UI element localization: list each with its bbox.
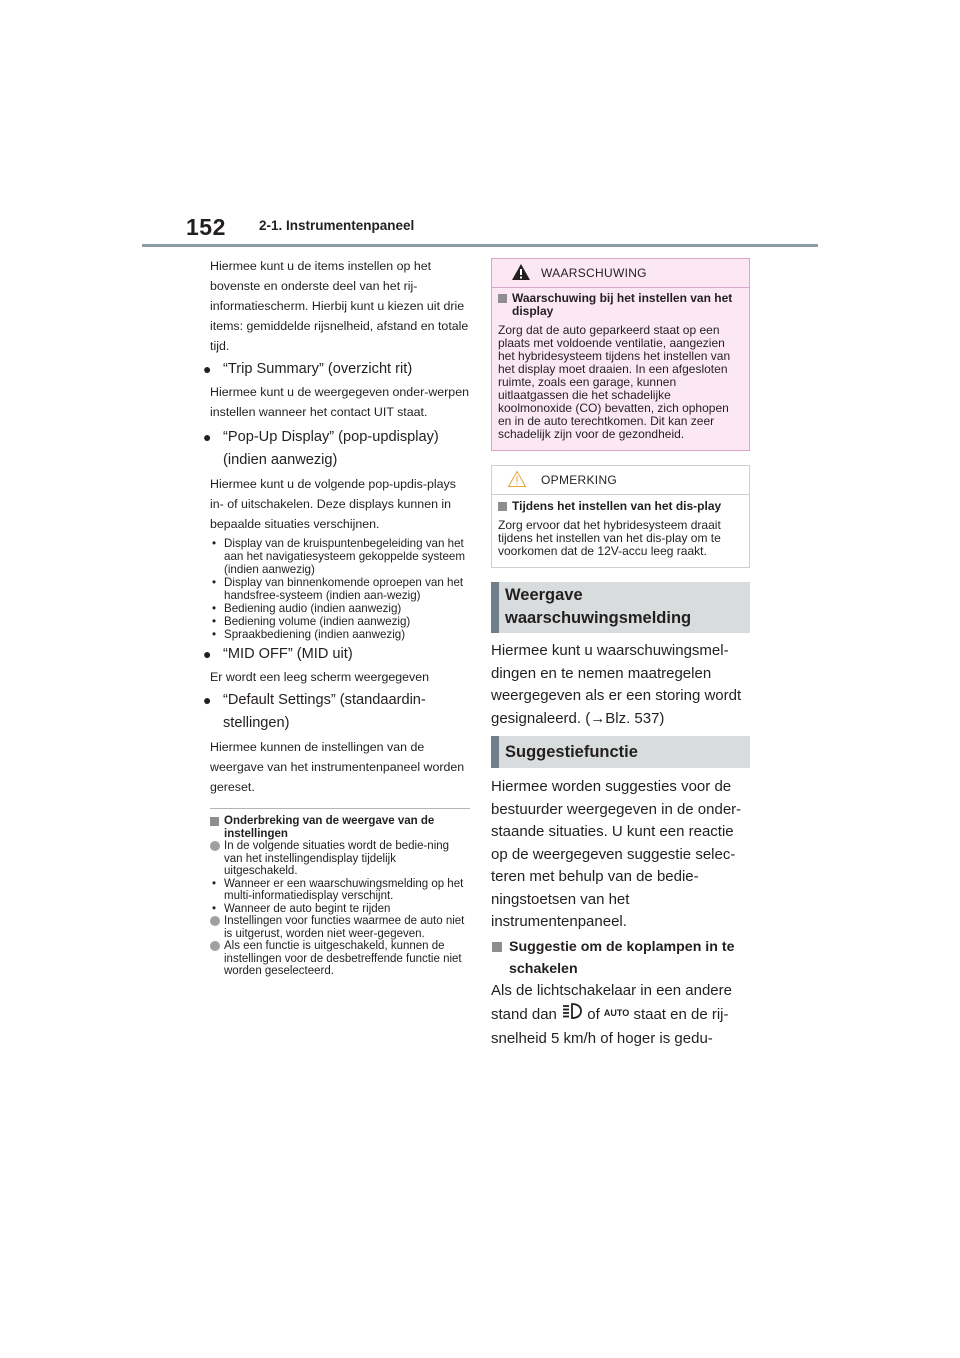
note-title: Onderbreking van de weergave van de instellingen bbox=[210, 815, 470, 840]
square-bullet-icon bbox=[498, 502, 507, 511]
notice-body bbox=[492, 495, 749, 567]
right-column bbox=[491, 258, 750, 1050]
warning-triangle-icon bbox=[511, 263, 531, 286]
list-item: • Display van de kruispuntenbegeleiding van het aan het navigatiesysteem gekoppelde systeem (indien aanwezig) bbox=[210, 537, 470, 576]
notice-text: Zorg ervoor dat het hybridesysteem draait tijdens het instellen van het dis-play om te voorkomen dat de 12V-accu leeg raakt. bbox=[498, 518, 721, 558]
list-item: • Bediening volume (indien aanwezig) bbox=[210, 615, 470, 628]
mid-off-text: Er wordt een leeg scherm weergegeven bbox=[210, 670, 430, 684]
weergave-text: Hiermee kunt u waarschuwingsmel-dingen en te nemen maatregelen weergegeven als er een storing wordt gesignaleerd. (→Blz. 537) bbox=[491, 642, 742, 727]
note-item: Als een functie is uitgeschakeld, kunnen de instellingen voor de desbetreffende functie niet worden geselecteerd. bbox=[210, 940, 470, 978]
final-text: Als de lichtschakelaar in een andere stand dan of $^{AUTO}$ staat en de rij-snelheid 5 km/h of hoger is gedu- bbox=[491, 981, 732, 1047]
bullet-dot-icon: ● bbox=[203, 361, 212, 377]
list-item: • Spraakbediening (indien aanwezig) bbox=[210, 628, 470, 641]
note-subitem: • Wanneer de auto begint te rijden bbox=[210, 903, 470, 916]
square-bullet-icon bbox=[210, 817, 219, 826]
circle-bullet-icon bbox=[210, 916, 220, 926]
notice-box bbox=[491, 465, 750, 568]
square-bullet-icon bbox=[498, 294, 507, 303]
warning-box bbox=[491, 258, 750, 451]
default-settings-heading: ● “Default Settings” (standaardin-stellingen) bbox=[203, 689, 470, 735]
headlight-icon bbox=[561, 1002, 583, 1028]
square-bullet-icon bbox=[492, 942, 502, 952]
heading-suggestie: Suggestiefunctie bbox=[491, 736, 750, 768]
list-item: • Bediening audio (indien aanwezig) bbox=[210, 602, 470, 615]
suggestie-text: Hiermee worden suggesties voor de bestuurder weergegeven in de onder-staande situaties. U kunt een reactie op de weergegeven suggestie selec-teren met behulp van de bedie-ningstoetsen van het instrumentenpaneel. bbox=[491, 778, 742, 930]
intro-text: Hiermee kunt u de items instellen op het bovenste en onderste deel van het rij-informatiescherm. Hierbij kunt u kiezen uit drie items: gemiddelde rijsnelheid, afstand en totale tijd. bbox=[210, 259, 469, 353]
auto-label: AUTO bbox=[603, 1008, 630, 1018]
trip-summary-heading: ● “Trip Summary” (overzicht rit) bbox=[203, 358, 470, 380]
left-column bbox=[203, 256, 470, 978]
mid-off-heading: ● “MID OFF” (MID uit) bbox=[203, 643, 470, 665]
warning-label: WAARSCHUWING bbox=[541, 266, 647, 280]
note-subitem: • Wanneer er een waarschuwingsmelding op het multi-informatiedisplay verschijnt. bbox=[210, 878, 470, 903]
section-title: 2-1. Instrumentenpaneel bbox=[259, 218, 415, 233]
warning-body bbox=[492, 288, 749, 450]
trip-summary-text: Hiermee kunt u de weergegeven onder-werpen instellen wanneer het contact UIT staat. bbox=[210, 385, 469, 419]
notice-label: OPMERKING bbox=[541, 473, 618, 487]
bullet-dot-icon: ● bbox=[203, 692, 212, 708]
list-item: • Display van binnenkomende oproepen van het handsfree-systeem (indien aan-wezig) bbox=[210, 576, 470, 602]
popup-display-list bbox=[210, 537, 470, 641]
popup-display-text: Hiermee kunt u de volgende pop-updis-plays in- of uitschakelen. Deze displays kunnen in bepaalde situaties verschijnen. bbox=[210, 477, 456, 531]
heading-weergave: Weergave waarschuwingsmelding bbox=[491, 582, 750, 633]
caution-triangle-icon bbox=[507, 470, 527, 493]
bullet-dot-icon: ● bbox=[203, 429, 212, 445]
header-rule bbox=[142, 244, 818, 247]
circle-bullet-icon bbox=[210, 841, 220, 851]
warning-header bbox=[492, 259, 749, 288]
note-item: In de volgende situaties wordt de bedie-ning van het instellingendisplay tijdelijk uitgeschakeld. bbox=[210, 840, 470, 878]
circle-bullet-icon bbox=[210, 941, 220, 951]
note-item: Instellingen voor functies waarmee de auto niet is uitgerust, worden niet weer-gegeven. bbox=[210, 915, 470, 940]
note-divider bbox=[210, 808, 470, 809]
page-number: 152 bbox=[186, 214, 226, 240]
warning-text: Zorg dat de auto geparkeerd staat op een plaats met voldoende ventilatie, aangezien het hybridesysteem tijdens het instellen van het display moet draaien. In een afgesloten ruimte, zoals een garage, kunnen uitlaatgassen die het schadelijke koolmonoxide (CO) bevatten, zich ophopen en in de auto terechtkomen. Dit kan zeer schadelijk zijn voor de gezondheid. bbox=[498, 323, 731, 441]
default-settings-text: Hiermee kunnen de instellingen van de weergave van het instrumentenpaneel worden gereset. bbox=[210, 740, 465, 794]
note-block bbox=[210, 815, 470, 978]
popup-display-heading: ● “Pop-Up Display” (pop-updisplay) (indien aanwezig) bbox=[203, 426, 470, 472]
warning-title: Waarschuwing bij het instellen van het display bbox=[498, 292, 739, 318]
notice-header bbox=[492, 466, 749, 495]
bullet-dot-icon: ● bbox=[203, 646, 212, 662]
suggestion-subheading: Suggestie om de koplampen in te schakelen bbox=[491, 936, 750, 980]
notice-title: Tijdens het instellen van het dis-play bbox=[498, 500, 739, 513]
